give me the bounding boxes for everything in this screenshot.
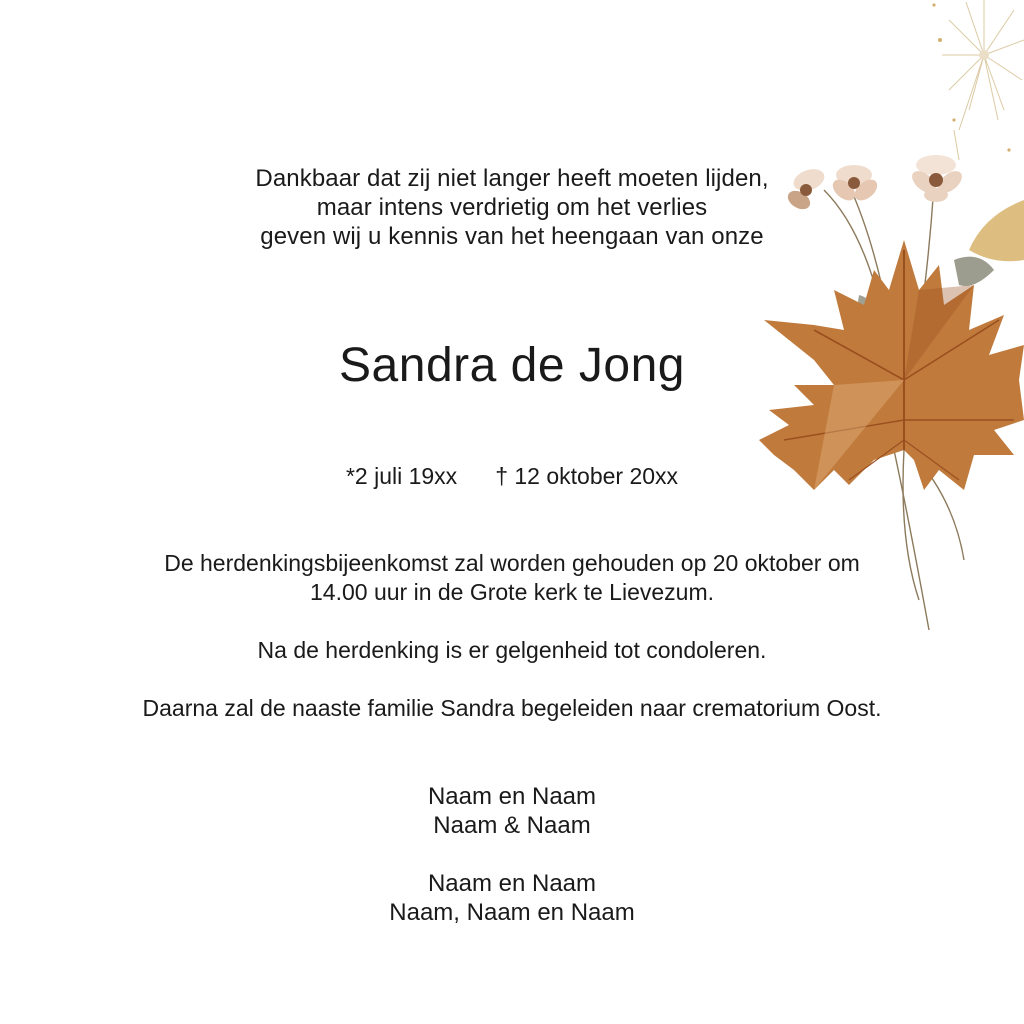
signatory-line: Naam en Naam xyxy=(427,783,597,810)
sparkle-icon xyxy=(932,3,1010,151)
service-line-1: De herdenkingsbijeenkomst zal worden gehouden op 20 oktober om xyxy=(164,550,860,576)
birth-date: *2 juli 19xx xyxy=(345,463,458,489)
intro-line-1: Dankbaar dat zij niet langer heeft moeten lijden, xyxy=(255,165,769,192)
death-date: † 12 oktober 20xx xyxy=(495,463,679,489)
intro-line-3: geven wij u kennis van het heengaan van onze xyxy=(260,223,764,250)
dandelion-icon xyxy=(942,0,1024,160)
green-leaf-icon xyxy=(954,257,994,286)
signatory-line: Naam & Naam xyxy=(433,812,591,839)
dates-row xyxy=(0,462,1024,490)
cremation-line: Daarna zal de naaste familie Sandra begeleiden naar crematorium Oost. xyxy=(142,695,882,721)
signatory-line: Naam, Naam en Naam xyxy=(389,899,635,926)
condolence-line: Na de herdenking is er gelgenheid tot condoleren. xyxy=(257,637,767,663)
autumn-leaf-flowers-illustration xyxy=(754,0,1024,640)
deceased-name: Sandra de Jong xyxy=(339,339,685,392)
service-line-2: 14.00 uur in de Grote kerk te Lievezum. xyxy=(310,579,714,605)
signatory-line: Naam en Naam xyxy=(427,870,597,897)
intro-line-2: maar intens verdrietig om het verlies xyxy=(316,194,708,221)
